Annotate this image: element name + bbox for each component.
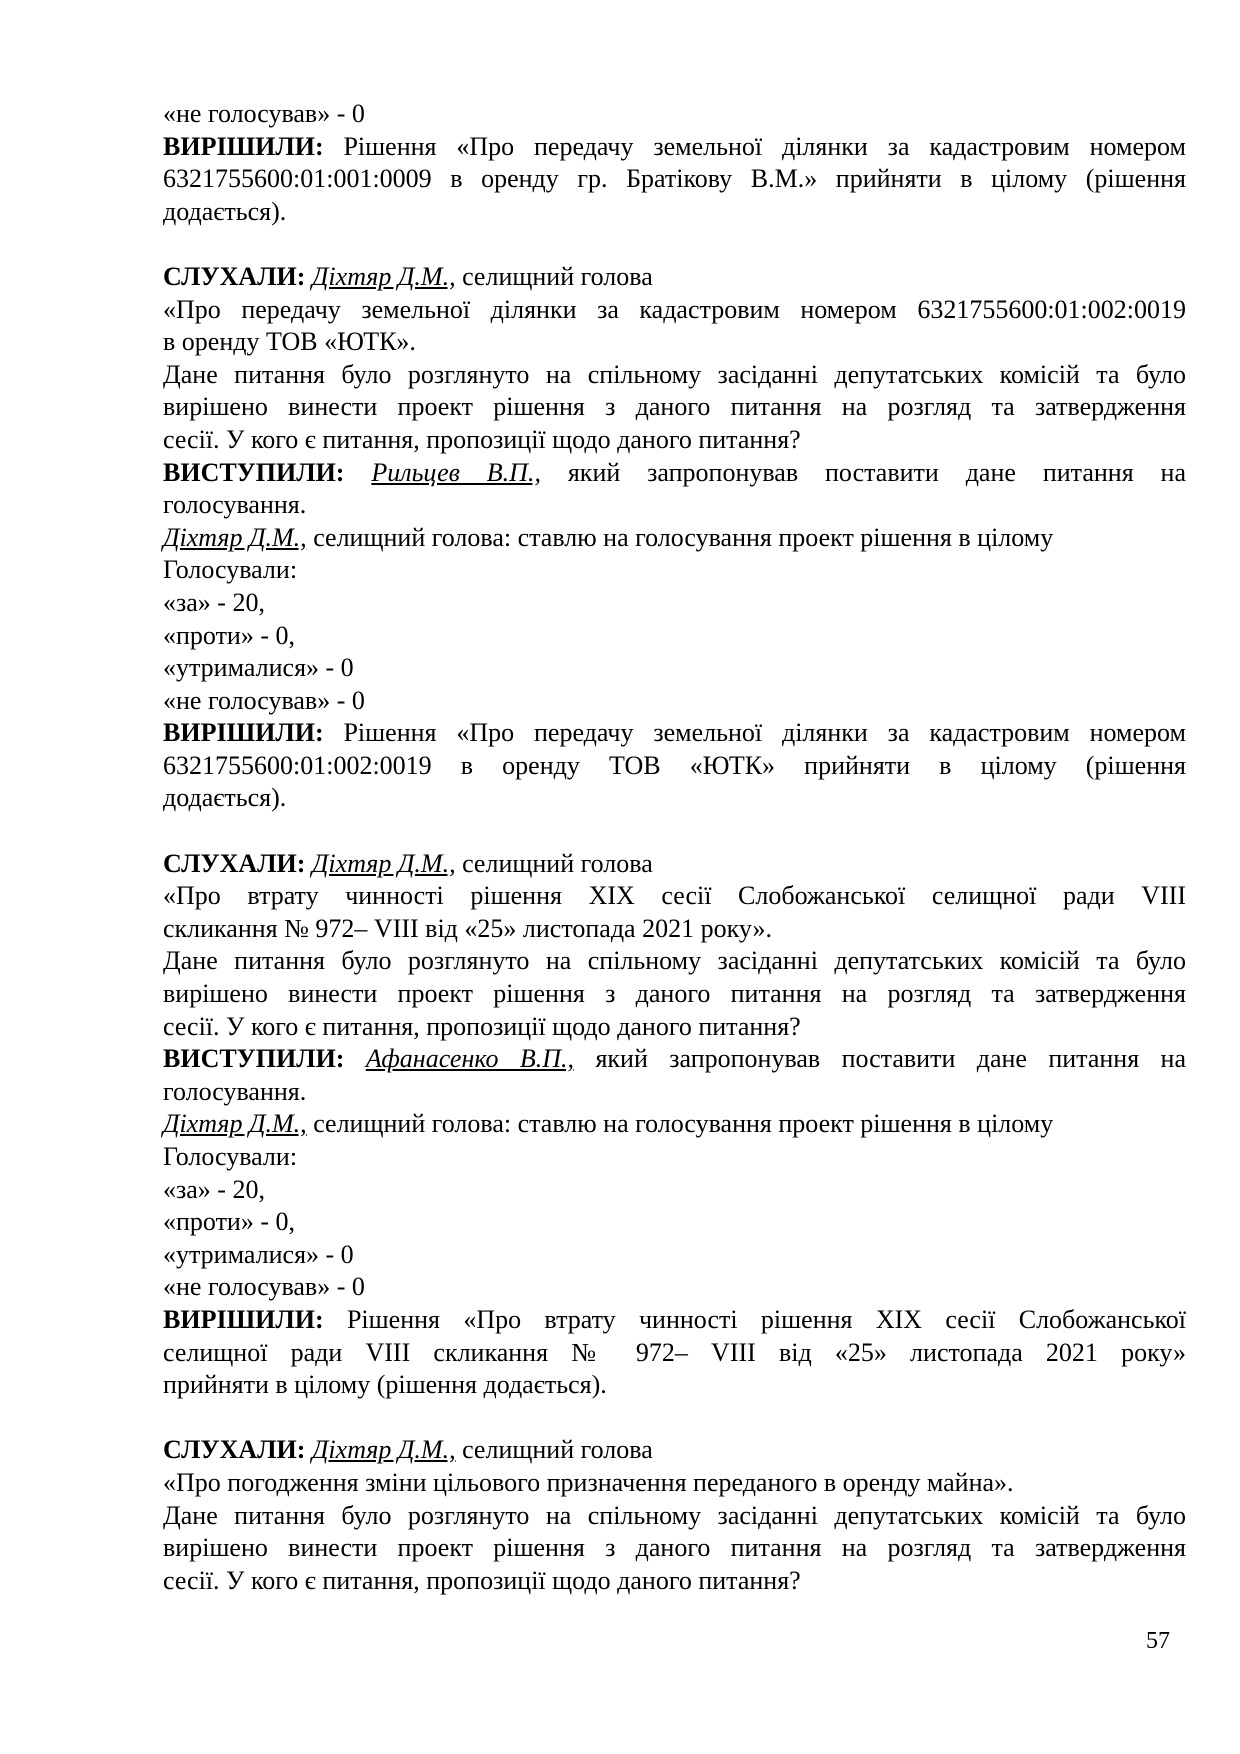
speaker-name: Діхтяр Д.М., bbox=[311, 848, 456, 878]
text-line bbox=[163, 131, 1186, 164]
text-line bbox=[163, 1011, 1186, 1044]
line-text: сесії. У кого є питання, пропозиції щодо даного питання? bbox=[163, 1565, 801, 1595]
line-text: в оренду ТОВ «ЮТК». bbox=[163, 327, 416, 357]
text-line bbox=[163, 1174, 1186, 1207]
text-line bbox=[163, 261, 1186, 294]
text-line bbox=[163, 620, 1186, 653]
line-text: «не голосував» - 0 bbox=[163, 685, 365, 715]
line-text: Рішення «Про передачу земельної ділянки за кадастровим номером bbox=[323, 131, 1186, 161]
line-text: Дане питання було розглянуто на спільному засіданні депутатських комісій та було bbox=[163, 359, 1186, 389]
text-line bbox=[163, 522, 1186, 555]
section-keyword: ВИРІШИЛИ: bbox=[163, 718, 324, 748]
line-text: «Про передачу земельної ділянки за кадастровим номером 6321755600:01:002:0019 bbox=[163, 294, 1186, 324]
line-text: Рішення «Про втрату чинності рішення XIX сесії Слобожанської bbox=[323, 1304, 1186, 1334]
line-text: додається). bbox=[163, 196, 287, 226]
line-text: Дане питання було розглянуто на спільному засіданні депутатських комісій та було bbox=[163, 946, 1186, 976]
text-line bbox=[163, 1434, 1186, 1467]
section-keyword: ВИРІШИЛИ: bbox=[163, 131, 324, 161]
text-line bbox=[163, 1206, 1186, 1239]
text-line bbox=[163, 326, 1186, 359]
speaker-name: Діхтяр Д.М., bbox=[163, 1109, 307, 1139]
line-text: «утрималися» - 0 bbox=[163, 653, 354, 683]
text-line bbox=[163, 978, 1186, 1011]
text-line bbox=[163, 1304, 1186, 1337]
line-text: «проти» - 0, bbox=[163, 1207, 296, 1237]
text-line bbox=[163, 359, 1186, 392]
line-text: голосування. bbox=[163, 490, 307, 520]
line-text: голосування. bbox=[163, 1076, 307, 1106]
document-body bbox=[163, 98, 1186, 1597]
text-line bbox=[163, 1369, 1186, 1402]
speaker-name: Діхтяр Д.М., bbox=[311, 261, 456, 291]
line-text: селищний голова bbox=[455, 1435, 653, 1465]
line-text: 6321755600:01:002:0019 в оренду ТОВ «ЮТК» прийняти в цілому (рішення bbox=[163, 750, 1186, 780]
line-text: «не голосував» - 0 bbox=[163, 1272, 365, 1302]
text-line bbox=[163, 913, 1186, 946]
page-number: 57 bbox=[1146, 1628, 1170, 1654]
line-text: вирішено винести проект рішення з даного питання на розгляд та затвердження bbox=[163, 1533, 1186, 1563]
text-line bbox=[163, 1239, 1186, 1272]
text-line bbox=[163, 587, 1186, 620]
line-text: «за» - 20, bbox=[163, 1174, 265, 1204]
text-line bbox=[163, 1271, 1186, 1304]
text-line bbox=[163, 554, 1186, 587]
line-text: селищний голова: ставлю на голосування проект рішення в цілому bbox=[306, 522, 1054, 552]
text-line bbox=[163, 294, 1186, 327]
speaker-name: Рильцев В.П., bbox=[371, 457, 541, 487]
line-text: «за» - 20, bbox=[163, 587, 265, 617]
line-text: «Про погодження зміни цільового призначення переданого в оренду майна». bbox=[163, 1467, 1014, 1497]
paragraph-gap bbox=[163, 815, 1186, 848]
text-line bbox=[163, 848, 1186, 881]
line-text: Голосували: bbox=[163, 555, 298, 585]
line-text: селищний голова bbox=[455, 261, 653, 291]
line-text: вирішено винести проект рішення з даного питання на розгляд та затвердження bbox=[163, 979, 1186, 1009]
text-line bbox=[163, 652, 1186, 685]
section-keyword: ВИСТУПИЛИ: bbox=[163, 1044, 345, 1074]
text-line bbox=[163, 1141, 1186, 1174]
text-line bbox=[163, 1337, 1186, 1370]
section-keyword: ВИСТУПИЛИ: bbox=[163, 457, 345, 487]
text-line bbox=[163, 98, 1186, 131]
text-line bbox=[163, 457, 1186, 490]
line-text: прийняти в цілому (рішення додається). bbox=[163, 1370, 607, 1400]
line-text: скликання № 972– VIII від «25» листопада 2021 року». bbox=[163, 913, 772, 943]
line-text: «проти» - 0, bbox=[163, 620, 296, 650]
line-text: Дане питання було розглянуто на спільному засіданні депутатських комісій та було bbox=[163, 1500, 1186, 1530]
text-line bbox=[163, 163, 1186, 196]
text-line bbox=[163, 945, 1186, 978]
text-line bbox=[163, 424, 1186, 457]
text-line bbox=[163, 1500, 1186, 1533]
line-text: «утрималися» - 0 bbox=[163, 1239, 354, 1269]
paragraph-gap bbox=[163, 228, 1186, 261]
section-keyword: СЛУХАЛИ: bbox=[163, 261, 306, 291]
line-text: Голосували: bbox=[163, 1142, 298, 1171]
section-keyword: ВИРІШИЛИ: bbox=[163, 1304, 324, 1334]
line-text: «Про втрату чинності рішення XIX сесії Слобожанської селищної ради VIII bbox=[163, 881, 1186, 911]
line-text: селищний голова: ставлю на голосування проект рішення в цілому bbox=[306, 1109, 1054, 1139]
text-line bbox=[163, 685, 1186, 718]
text-line bbox=[163, 880, 1186, 913]
text-line bbox=[163, 1076, 1186, 1109]
text-line bbox=[163, 750, 1186, 783]
text-line bbox=[163, 1043, 1186, 1076]
line-text: сесії. У кого є питання, пропозиції щодо даного питання? bbox=[163, 1011, 801, 1041]
text-line bbox=[163, 196, 1186, 229]
text-line bbox=[163, 489, 1186, 522]
line-text: який запропонував поставити дане питання на bbox=[574, 1044, 1187, 1074]
line-text: «не голосував» - 0 bbox=[163, 99, 365, 128]
section-keyword: СЛУХАЛИ: bbox=[163, 848, 306, 878]
text-line bbox=[163, 1565, 1186, 1598]
text-line bbox=[163, 717, 1186, 750]
line-text: вирішено винести проект рішення з даного питання на розгляд та затвердження bbox=[163, 392, 1186, 422]
paragraph-gap bbox=[163, 1402, 1186, 1435]
line-text: селищний голова bbox=[455, 848, 653, 878]
text-line bbox=[163, 782, 1186, 815]
text-line bbox=[163, 1532, 1186, 1565]
line-text: додається). bbox=[163, 783, 287, 813]
line-text: який запропонував поставити дане питання на bbox=[540, 457, 1186, 487]
speaker-name: Діхтяр Д.М., bbox=[163, 522, 307, 552]
section-keyword: СЛУХАЛИ: bbox=[163, 1435, 306, 1465]
line-text: 6321755600:01:001:0009 в оренду гр. Братікову В.М.» прийняти в цілому (рішення bbox=[163, 164, 1186, 194]
line-text: Рішення «Про передачу земельної ділянки за кадастровим номером bbox=[323, 718, 1186, 748]
speaker-name: Діхтяр Д.М., bbox=[311, 1435, 456, 1465]
text-line bbox=[163, 1467, 1186, 1500]
line-text: селищної ради VIII скликання № 972– VIII від «25» листопада 2021 року» bbox=[163, 1337, 1186, 1367]
text-line bbox=[163, 1108, 1186, 1141]
line-text: сесії. У кого є питання, пропозиції щодо даного питання? bbox=[163, 424, 801, 454]
speaker-name: Афанасенко В.П., bbox=[365, 1044, 575, 1074]
text-line bbox=[163, 391, 1186, 424]
